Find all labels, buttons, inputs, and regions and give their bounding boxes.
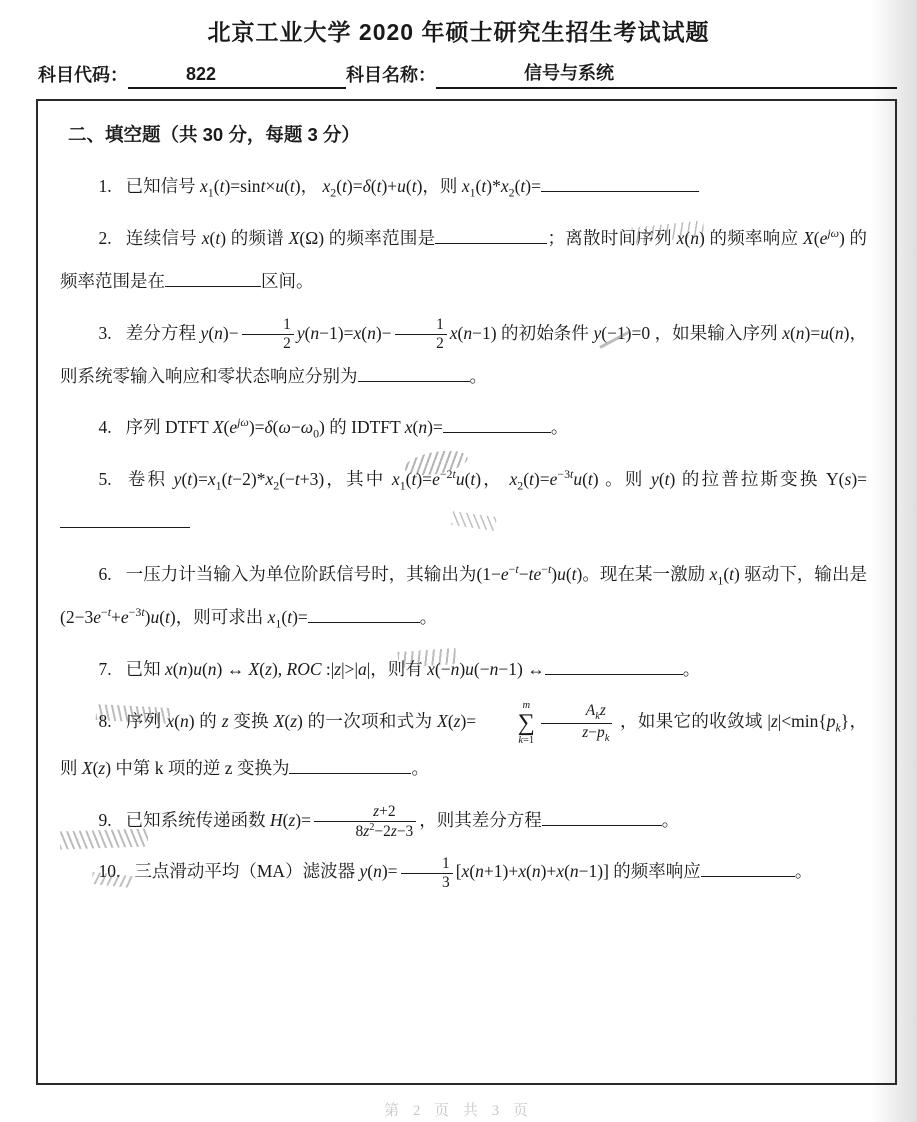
question-number: 4. [98, 417, 112, 438]
question-text: 连续信号 x(t) 的频谱 X(Ω) 的频率范围是 ；离散时间序列 x(n) 的频率响应 $X(e^{j\omega})$ 的频率范围是在 区间。 [60, 226, 868, 291]
subject-name-value: 信号与系统 [436, 59, 897, 89]
question-item [60, 165, 867, 208]
question-number: 3. [98, 322, 112, 343]
question-number: 6. [98, 564, 112, 584]
question-text: 序列 DTFT $X(e^{j\omega})=\delta(\omega-\omega_0)$ 的 IDTFT x(n)= 。 [125, 415, 569, 441]
question-number: 2. [98, 227, 112, 248]
question-number: 5. [98, 469, 112, 490]
question-item [60, 799, 867, 842]
question-text: 已知信号 $x_1(t)=\sin t\times u(t)$， $x_2(t)=\delta(t)+u(t)$，则 $x_1(t)*x_2(t)=$ [126, 176, 699, 196]
question-item [60, 553, 867, 639]
question-text: 三点滑动平均（MA）滤波器 y(n)= $\frac{1}{3}$ [x(n+1)+x(n)+x(n−1)] 的频率响应 。 [134, 855, 813, 891]
subject-code-label: 科目代码： [38, 65, 128, 85]
section-heading: 二、填空题（共 30 分，每题 3 分） [68, 124, 360, 145]
question-item [60, 850, 867, 893]
questions-box [36, 99, 897, 1085]
subject-name-label: 科目名称： [346, 65, 436, 85]
page-number-footer: 第 2 页 共 3 页 [384, 1103, 533, 1119]
question-number: 8. [98, 711, 112, 732]
question-text: 已知 x(n)u(n) ↔ X(z), ROC :|z|>|a|，则有 x(−n)u(−n−1) ↔ 。 [125, 658, 701, 679]
question-text: 已知系统传递函数 H(z)= $\frac{z+2}{8z^2-2z-3}$ ，则其差分方程 。 [125, 802, 680, 840]
page-title: 北京工业大学 2020 年硕士研究生招生考试试题 [207, 19, 710, 45]
question-item [60, 700, 867, 790]
subject-code-value: 822 [128, 64, 346, 89]
question-number: 10. [98, 861, 121, 882]
question-item [60, 312, 867, 398]
question-item [60, 458, 867, 544]
question-number: 7. [98, 658, 112, 679]
question-item [60, 648, 867, 691]
question-text: 差分方程 y(n)− $\frac{1}{2}$ y(n−1)=x(n)− $\frac{1}{2}$ x(n−1) 的初始条件 y(−1)=0 ，如果输入序列 x(n)=u(n)，则系统零输入响应和零状态响应分别为 。 [60, 316, 867, 386]
question-item [60, 217, 867, 303]
question-item [60, 406, 867, 449]
question-number: 1. [98, 176, 112, 196]
question-text: 卷积 $y(t)=x_1(t-2)*x_2(-t+3)$，其中 $x_1(t)=e^{-2t}u(t)$， $x_2(t)=e^{-3t}u(t)$ 。则 y(t) 的拉普拉斯变换 Y(s)= [60, 469, 867, 532]
question-text: 一压力计当输入为单位阶跃信号时，其输出为$(1-e^{-t}-te^{-t})u(t)$。现在某一激励 $x_1(t)$ 驱动下，输出是$(2-3e^{-t}+e^{-3t})u(t)$，则可求出 $x_1(t)=$ 。 [60, 562, 868, 631]
question-number: 9. [98, 809, 112, 830]
subject-header [38, 59, 897, 89]
question-text: 序列 x(n) 的 z 变换 X(z) 的一次项和式为 X(z)= m ∑ k=1 $\frac{A_kz}{z-p_k}$ ，如果它的收敛域 $|z|<\min\{p_k\}$，则 X(z) 中第 k 项的逆 z 变换为 。 [60, 699, 868, 778]
